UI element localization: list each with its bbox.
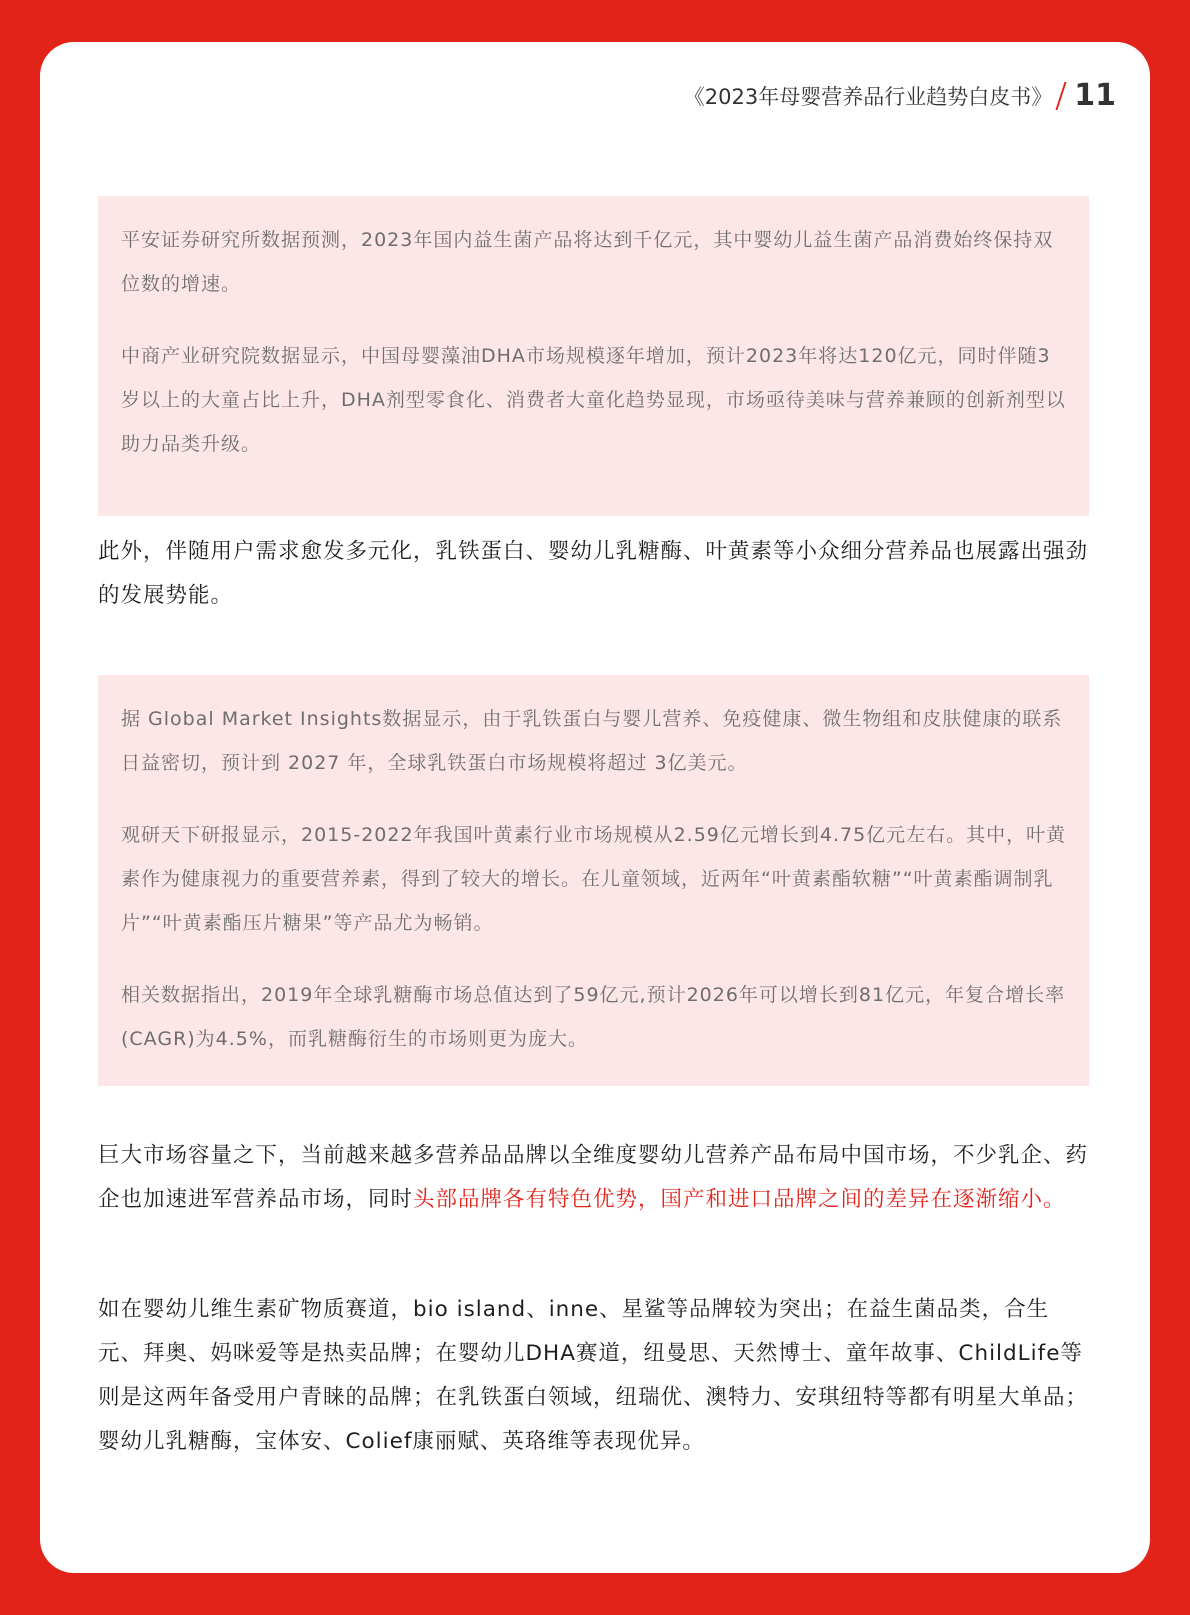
body-paragraph: 此外，伴随用户需求愈发多元化，乳铁蛋白、婴幼儿乳糖酶、叶黄素等小众细分营养品也展露出强劲的发展势能。 xyxy=(98,539,1089,608)
page-number: 11 xyxy=(1074,78,1116,113)
data-callout-box-1 xyxy=(98,196,1089,516)
callout-paragraph: 观研天下研报显示，2015-2022年我国叶黄素行业市场规模从2.59亿元增长到4.75亿元左右。其中，叶黄素作为健康视力的重要营养素，得到了较大的增长。在儿童领域，近两年“叶黄素酯软糖”“叶黄素酯调制乳片”“叶黄素酯压片糖果”等产品尤为畅销。 xyxy=(121,824,1067,934)
document-title: 《2023年母婴营养品行业趋势白皮书》 xyxy=(683,84,1053,109)
body-paragraph: 如在婴幼儿维生素矿物质赛道，bio island、inne、星鲨等品牌较为突出；在益生菌品类，合生元、拜奥、妈咪爱等是热卖品牌；在婴幼儿DHA赛道，纽曼思、天然博士、童年故事、ChildLife等则是这两年备受用户青睐的品牌；在乳铁蛋白领域，纽瑞优、澳特力、安琪纽特等都有明星大单品；婴幼儿乳糖酶，宝体安、Colief康丽赋、英珞维等表现优异。 xyxy=(98,1297,1089,1454)
body-paragraph xyxy=(98,1134,1093,1222)
highlighted-text: 头部品牌各有特色优势，国产和进口品牌之间的差异在逐渐缩小。 xyxy=(413,1187,1066,1212)
page-header xyxy=(684,78,1116,113)
callout-paragraph: 平安证券研究所数据预测，2023年国内益生菌产品将达到千亿元，其中婴幼儿益生菌产品消费始终保持双位数的增速。 xyxy=(121,229,1054,295)
callout-paragraph: 据 Global Market Insights数据显示，由于乳铁蛋白与婴儿营养、免疫健康、微生物组和皮肤健康的联系日益密切，预计到 2027 年，全球乳铁蛋白市场规模将超过 3亿美元。 xyxy=(121,708,1063,774)
callout-paragraph: 中商产业研究院数据显示，中国母婴藻油DHA市场规模逐年增加，预计2023年将达120亿元，同时伴随3岁以上的大童占比上升，DHA剂型零食化、消费者大童化趋势显现，市场亟待美味与营养兼顾的创新剂型以助力品类升级。 xyxy=(121,345,1066,455)
page-card xyxy=(40,42,1150,1573)
callout-paragraph: 相关数据指出，2019年全球乳糖酶市场总值达到了59亿元,预计2026年可以增长到81亿元，年复合增长率(CAGR)为4.5%，而乳糖酶衍生的市场则更为庞大。 xyxy=(121,984,1066,1050)
header-divider xyxy=(1056,82,1067,110)
data-callout-box-2 xyxy=(98,675,1089,1086)
paragraph-text: 巨大市场容量之下，当前越来越多营养品品牌以全维度婴幼儿营养产品布局中国市场，不少乳企、药企也加速进军营养品市场，同时 xyxy=(98,1143,1089,1212)
